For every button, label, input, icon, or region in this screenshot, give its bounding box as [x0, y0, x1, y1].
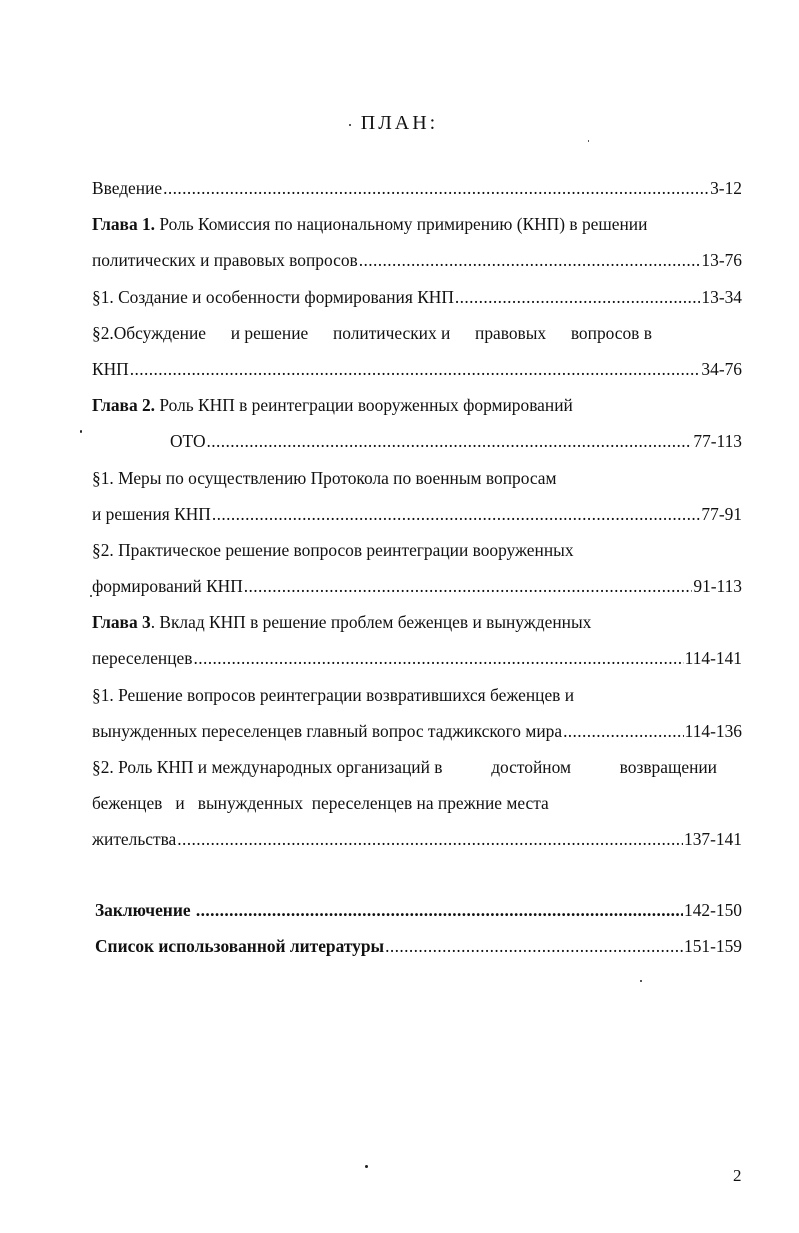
toc-entry-section-2-2-cont: формирований КНП ..... 91-113: [92, 576, 742, 612]
toc-entry-section-2-2: §2. Практическое решение вопросов реинтеграции вооруженных: [92, 539, 574, 560]
chapter-label: Глава 2.: [92, 395, 156, 416]
leader-dots: [359, 250, 701, 271]
toc-entry-section-1-2: §2.Обсуждение и решение политических и правовых вопросов в: [92, 322, 652, 343]
page-title: ПЛАН:: [360, 112, 439, 134]
toc-entry-section-3-2: §2. Роль КНП и международных организаций в достойном возвращении: [92, 757, 717, 777]
toc-entry-chapter-2-cont: ОТО ..... 77-113: [92, 431, 742, 467]
toc-entry-chapter-1-cont: политических и правовых вопросов ..... 13-76: [92, 250, 742, 286]
leader-dots: [177, 829, 683, 850]
chapter-label: Глава 1.: [92, 214, 156, 235]
leader-dots: [130, 359, 701, 380]
leader-dots: [163, 178, 709, 199]
toc-entry-section-1-1: §1. Создание и особенности формирования КНП ..... 13-34: [92, 287, 742, 323]
toc-entry-section-3-1: §1. Решение вопросов реинтеграции возвратившихся беженцев и: [92, 684, 575, 705]
leader-dots: [385, 936, 683, 957]
leader-dots: [196, 900, 683, 921]
toc-entry-introduction: Введение ..... 3-12: [92, 178, 742, 214]
toc-entry-chapter-1: [92, 214, 742, 250]
leader-dots: [455, 287, 701, 308]
toc-entry-section-3-2-cont: беженцев и вынужденных переселенцев на прежние места: [92, 793, 549, 814]
toc-entry-bibliography: Список использованной литературы ..... 151-159: [92, 936, 742, 972]
leader-dots: [193, 648, 683, 669]
toc-entry-chapter-3-cont: переселенцев ..... 114-141: [92, 648, 742, 684]
chapter-title: . Вклад КНП в решение проблем беженцев и вынужденных: [150, 612, 592, 633]
toc-entry-chapter-3: [92, 612, 742, 648]
toc-entry-section-2-1: §1. Меры по осуществлению Протокола по военным вопросам: [92, 467, 557, 488]
chapter-title: Роль Комиссия по национальному примирению (КНП) в решении: [155, 214, 648, 235]
table-of-contents: [92, 178, 742, 972]
page-number: 2: [733, 1166, 742, 1185]
toc-entry-chapter-2: [92, 395, 742, 431]
leader-dots: [207, 431, 693, 452]
chapter-label: Глава 3: [92, 612, 151, 633]
leader-dots: [563, 721, 684, 742]
toc-entry-section-2-1-cont: и решения КНП ..... 77-91: [92, 504, 742, 540]
leader-dots: [244, 576, 693, 597]
chapter-title: Роль КНП в реинтеграции вооруженных формирований: [155, 395, 573, 416]
toc-entry-section-3-2-end: жительства ..... 137-141: [92, 829, 742, 865]
toc-entry-section-3-1-cont: вынужденных переселенцев главный вопрос таджикского мира ..... 114-136: [92, 721, 742, 757]
toc-entry-conclusion: Заключение ..... 142-150: [92, 900, 742, 936]
toc-entry-section-1-2-cont: КНП ..... 34-76: [92, 359, 742, 395]
leader-dots: [212, 504, 701, 525]
